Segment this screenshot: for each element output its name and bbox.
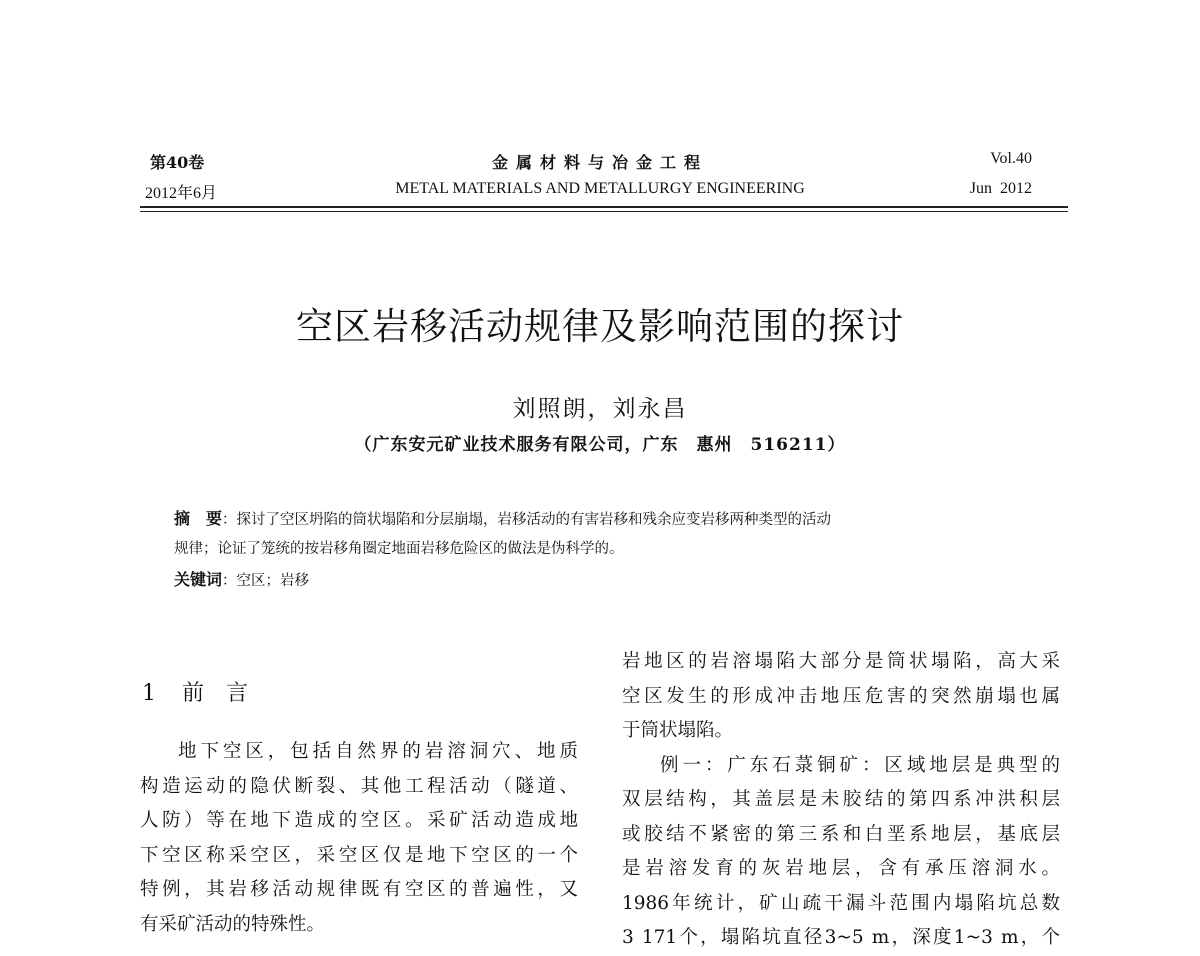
body-line: 或胶结不紧密的第三系和白垩系地层，基底层	[622, 823, 1060, 845]
right-column	[622, 645, 1060, 956]
body-line: 1986年统计，矿山疏干漏斗范围内塌陷坑总数	[622, 892, 1060, 914]
body-line: 3 171个，塌陷坑直径3~5 m，深度1~3 m，个	[622, 927, 1060, 948]
abstract-label: 摘 要	[174, 509, 223, 528]
body-line: 双层结构，其盖层是未胶结的第四系冲洪积层	[622, 789, 1060, 810]
body-line: 有采矿活动的特殊性。	[140, 913, 326, 935]
body-line: 构造运动的隐伏断裂、其他工程活动（隧道、	[140, 775, 578, 797]
keywords	[174, 567, 309, 590]
body-line: 空区发生的形成冲击地压危害的突然崩塌也属	[622, 685, 1060, 707]
body-line: 特例，其岩移活动规律既有空区的普遍性，又	[140, 879, 578, 900]
keywords-label: 关键词	[174, 570, 223, 589]
date-cn: 2012年6月	[145, 185, 218, 202]
abstract-line-1	[174, 506, 831, 529]
abstract-text-2: 规律；论证了笼统的按岩移角圈定地面岩移危险区的做法是伪科学的。	[174, 541, 624, 557]
authors: 刘照朗，刘永昌	[512, 396, 688, 422]
journal-title-en: METAL MATERIALS AND METALLURGY ENGINEERING	[395, 180, 805, 197]
body-line: 人防）等在地下造成的空区。采矿活动造成地	[140, 810, 578, 831]
affiliation: （广东安元矿业技术服务有限公司，广东 惠州 516211）	[354, 435, 846, 455]
journal-title-cn: 金属材料与冶金工程	[491, 153, 708, 172]
left-column	[140, 735, 578, 942]
body-line: 地下空区，包括自然界的岩溶洞穴、地质	[178, 741, 578, 762]
header-rule-top	[140, 206, 1068, 208]
body-line: 是岩溶发育的灰岩地层，含有承压溶洞水。	[622, 858, 1060, 879]
body-line: 下空区称采空区，采空区仅是地下空区的一个	[140, 844, 578, 866]
body-line: 例一：广东石菉铜矿：区域地层是典型的	[660, 754, 1060, 776]
paper-title: 空区岩移活动规律及影响范围的探讨	[296, 305, 904, 348]
section-heading	[142, 676, 248, 707]
section-number: 1	[142, 681, 156, 706]
date-en: Jun 2012	[969, 180, 1032, 197]
abstract-text-1: ：探讨了空区坍陷的筒状塌陷和分层崩塌，岩移活动的有害岩移和残余应变岩移两种类型的活动	[222, 512, 832, 528]
section-title: 前 言	[182, 681, 249, 706]
volume-en: Vol.40	[990, 150, 1032, 167]
volume-cn: 第40卷	[150, 153, 205, 172]
body-line: 岩地区的岩溶塌陷大部分是筒状塌陷，高大采	[622, 651, 1060, 672]
header-rule-bottom	[140, 211, 1068, 212]
keywords-text: ：空区；岩移	[222, 573, 310, 589]
body-line: 于筒状塌陷。	[622, 720, 734, 741]
